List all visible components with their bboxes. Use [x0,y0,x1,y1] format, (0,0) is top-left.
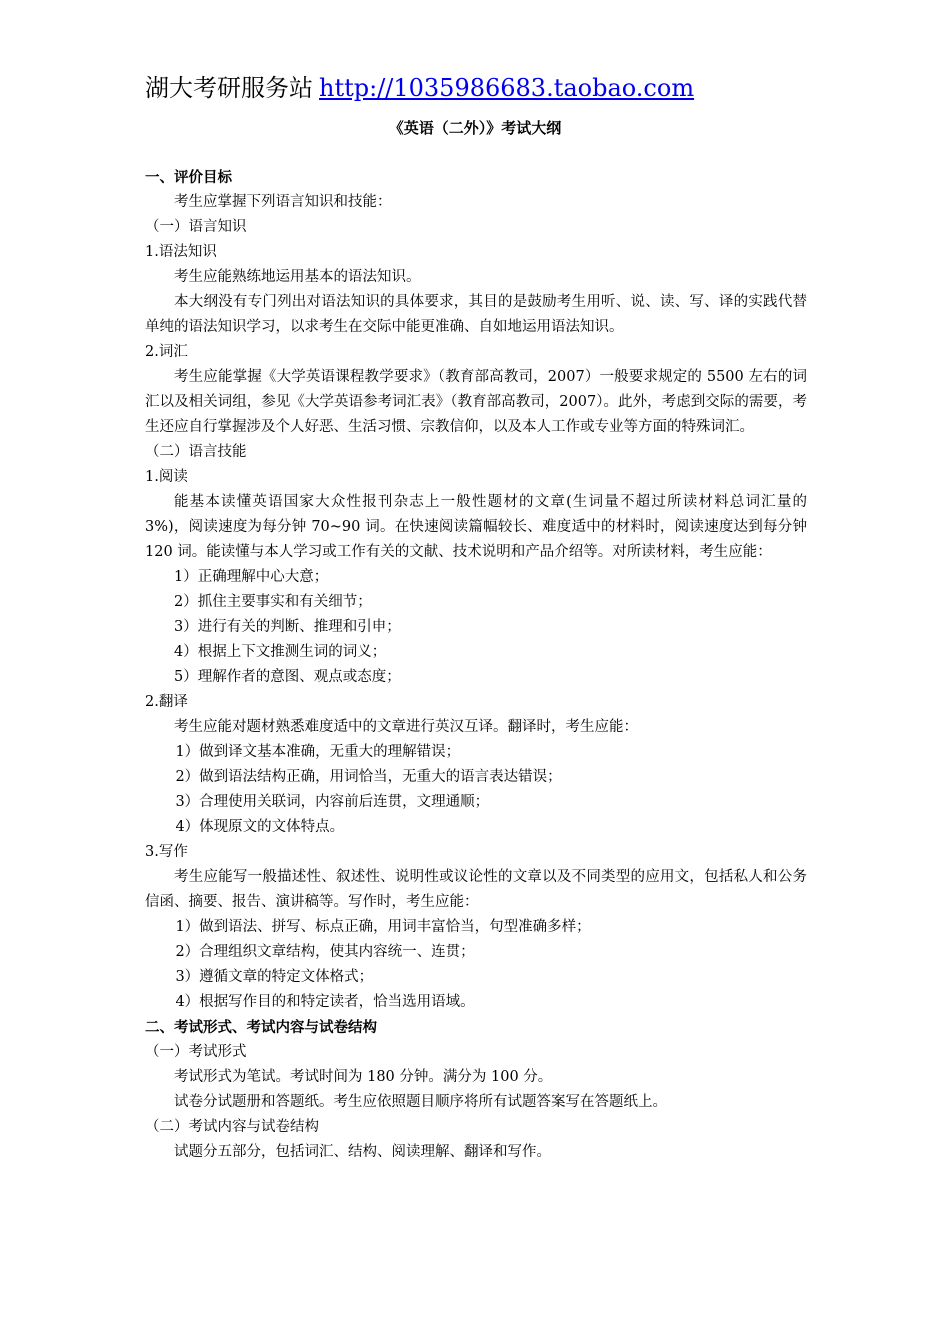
list-item: 3）合理使用关联词，内容前后连贯，文理通顺； [175,794,490,810]
item-heading: 2.翻译 [145,694,188,710]
list-item: 2）抓住主要事实和有关细节； [174,594,372,610]
document-title: 《英语（二外）》考试大纲 [388,119,562,137]
paragraph: 考生应能对题材熟悉难度适中的文章进行英汉互译。翻译时，考生应能： [174,719,638,735]
paragraph: 本大纲没有专门列出对语法知识的具体要求，其目的是鼓励考生用听、说、读、写、译的实践代替单纯的语法知识学习，以求考生在交际中能更准确、自如地运用语法知识。 [145,294,807,335]
list-item: 1）做到译文基本准确，无重大的理解错误； [175,744,461,760]
item-heading: 1.阅读 [145,469,188,485]
document-body [145,165,807,1165]
page-header [145,72,694,104]
paragraph: 试卷分试题册和答题纸。考生应依照题目顺序将所有试题答案写在答题纸上。 [174,1094,667,1110]
subsection-heading: （二）考试内容与试卷结构 [145,1119,319,1135]
list-item: 2）做到语法结构正确，用词恰当，无重大的语言表达错误； [175,769,562,785]
list-item: 3）进行有关的判断、推理和引申； [174,619,401,635]
subsection-heading: （一）语言知识 [145,219,247,235]
section-heading: 二、考试形式、考试内容与试卷结构 [145,1019,377,1036]
paragraph: 考生应能掌握《大学英语课程教学要求》（教育部高教司，2007）一般要求规定的 5500 左右的词汇以及相关词组，参见《大学英语参考词汇表》（教育部高教司，2007）。此外，考虑到交际的需要，考生还应自行掌握涉及个人好恶、生活习惯、宗教信仰，以及本人工作或专业等方面的特殊词汇。 [145,369,807,435]
subsection-heading: （二）语言技能 [145,444,247,460]
list-item: 3）遵循文章的特定文体格式； [175,969,374,985]
item-heading: 1.语法知识 [145,244,217,260]
list-item: 4）体现原文的文体特点。 [175,819,345,835]
subsection-heading: （一）考试形式 [145,1044,247,1060]
shop-link[interactable]: http://1035986683.taobao.com [319,74,695,102]
paragraph: 能基本读懂英语国家大众性报刊杂志上一般性题材的文章(生词量不超过所读材料总词汇量的 3%)，阅读速度为每分钟 70~90 词。在快速阅读篇幅较长、难度适中的材料时，阅读速度达到每分钟 120 词。能读懂与本人学习或工作有关的文献、技术说明和产品介绍等。对所读材料，考生应能： [145,494,807,560]
paragraph: 考生应能写一般描述性、叙述性、说明性或议论性的文章以及不同类型的应用文，包括私人和公务信函、摘要、报告、演讲稿等。写作时，考生应能： [145,869,807,910]
list-item: 4）根据上下文推测生词的词义； [174,644,387,660]
paragraph: 考生应能熟练地运用基本的语法知识。 [174,269,421,285]
site-name: 湖大考研服务站 [145,74,313,102]
item-heading: 3.写作 [145,844,188,860]
list-item: 5）理解作者的意图、观点或态度； [174,669,401,685]
list-item: 4）根据写作目的和特定读者，恰当选用语域。 [175,994,475,1010]
list-item: 1）做到语法、拼写、标点正确，用词丰富恰当，句型准确多样； [175,919,591,935]
list-item: 1）正确理解中心大意； [174,569,329,585]
paragraph: 试题分五部分，包括词汇、结构、阅读理解、翻译和写作。 [174,1144,551,1160]
section-heading: 一、评价目标 [145,169,232,186]
paragraph: 考生应掌握下列语言知识和技能： [174,194,392,210]
list-item: 2）合理组织文章结构，使其内容统一、连贯； [175,944,475,960]
item-heading: 2.词汇 [145,344,188,360]
paragraph: 考试形式为笔试。考试时间为 180 分钟。满分为 100 分。 [174,1069,553,1085]
